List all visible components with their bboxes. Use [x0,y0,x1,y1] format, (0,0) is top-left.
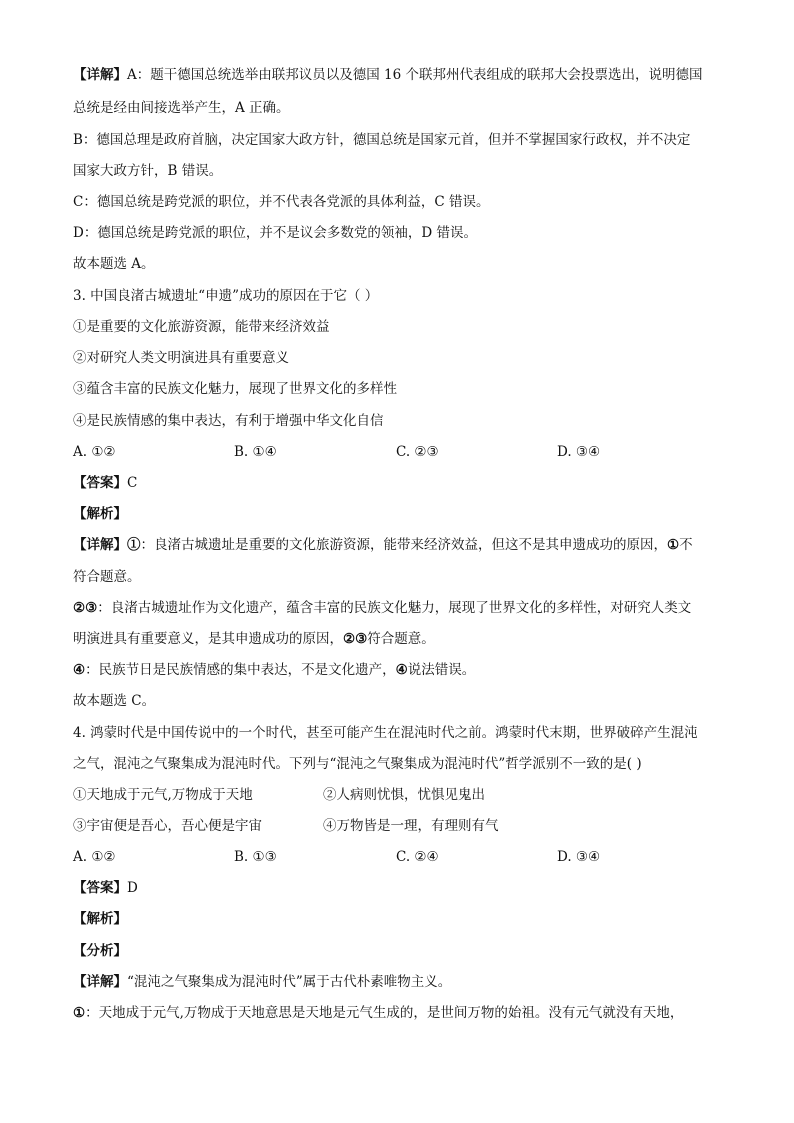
q3-detail-line1: 【详解】①：良渚古城遗址是重要的文化旅游资源，能带来经济效益，但这不是其申遗成功的原因，①不 [73,537,693,553]
q3-answer [73,473,137,493]
q3-item-2: ②对研究人类文明演进具有重要意义 [73,350,289,366]
detail-tag: 【详解】 [73,67,127,83]
q4-option-c: C. ②④ [396,849,439,865]
q4-option-b: B. ①③ [234,849,277,865]
q3-option-c: C. ②③ [396,444,439,460]
q2-detail-c-line: C：德国总统是跨党派的职位，并不代表各党派的具体利益，C 错误。 [73,194,490,210]
answer-tag: 【答案】 [73,475,127,491]
q3-detail-line3: ②③：良渚古城遗址作为文化遗产，蕴含丰富的民族文化魅力，展现了世界文化的多样性，对研究人类文 [73,600,692,616]
q4-item-4: ④万物皆是一理，有理则有气 [323,818,499,834]
q4-stem-line2: 之气，混沌之气聚集成为混沌时代。下列与“混沌之气聚集成为混沌时代”哲学派别不一致的是( ) [73,756,642,772]
q4-item-1: ①天地成于元气,万物成于天地 [73,787,253,803]
answer-value: C [127,475,138,491]
q4-answer: 【答案】D [73,880,138,896]
q3-option-a: A. ①② [73,444,116,460]
q4-analysis2-tag: 【分析】 [73,943,127,959]
q2-detail-d-line: D：德国总统是跨党派的职位，并不是议会多数党的领袖，D 错误。 [73,225,477,241]
q4-option-a: A. ①② [73,849,116,865]
q2-detail-a-line1: 【详解】A：题干德国总统选举由联邦议员以及德国 16 个联邦州代表组成的联邦大会投票选出，说明德国 [73,67,703,83]
q4-stem-line1: 4. 鸿蒙时代是中国传说中的一个时代，甚至可能产生在混沌时代之前。鸿蒙时代末期，世界破碎产生混沌 [73,725,698,741]
q3-item-1: ①是重要的文化旅游资源，能带来经济效益 [73,319,330,335]
answer-value: D [127,880,138,896]
q3-item-3: ③蕴含丰富的民族文化魅力，展现了世界文化的多样性 [73,381,397,397]
q3-detail-line4: 明演进具有重要意义，是其申遗成功的原因，②③符合题意。 [73,631,435,647]
q2-detail-a-line2: 总统是经由间接选举产生，A 正确。 [73,100,290,116]
q3-conclusion: 故本题选 C。 [73,693,156,709]
q3-option-b: B. ①④ [234,444,277,460]
q4-detail-line: 【详解】“混沌之气聚集成为混沌时代”属于古代朴素唯物主义。 [73,974,452,990]
q3-option-d: D. ③④ [557,444,601,460]
q4-detail-e1: ①：天地成于元气,万物成于天地意思是天地是元气生成的，是世间万物的始祖。没有元气就没有天地， [73,1005,684,1021]
q2-detail-b-line2: 国家大政方针，B 错误。 [73,163,223,179]
q4-item-2: ②人病则忧惧，忧惧见鬼出 [323,787,485,803]
q3-detail-line2: 符合题意。 [73,569,141,585]
q3-detail-line5: ④：民族节日是民族情感的集中表达，不是文化遗产，④说法错误。 [73,662,476,678]
q2-conclusion: 故本题选 A。 [73,256,155,272]
q3-analysis-tag: 【解析】 [73,506,127,522]
q4-option-d: D. ③④ [557,849,601,865]
q3-item-4: ④是民族情感的集中表达，有利于增强中华文化自信 [73,413,384,429]
q4-analysis-tag: 【解析】 [73,911,127,927]
q2-detail-b-line1: B：德国总理是政府首脑，决定国家大政方针，德国总统是国家元首，但并不掌握国家行政权，并不决定 [73,132,691,148]
q4-item-3: ③宇宙便是吾心，吾心便是宇宙 [73,818,262,834]
q3-stem: 3. 中国良渚古城遗址“申遗”成功的原因在于它（ ） [73,288,379,304]
